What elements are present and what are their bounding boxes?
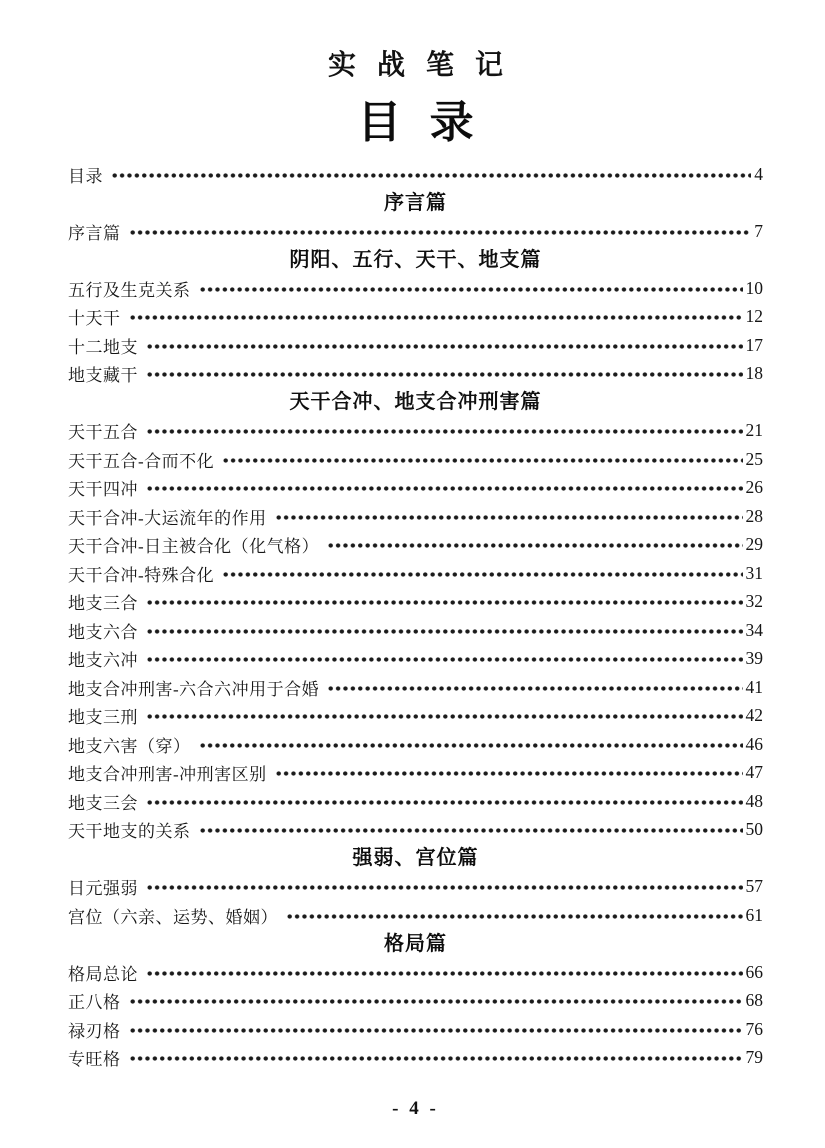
- toc-entry-label: 十天干: [68, 309, 121, 329]
- dot-leader: [327, 675, 742, 699]
- toc-entry-label: 天干地支的关系: [68, 822, 191, 842]
- dot-leader: [111, 162, 751, 186]
- toc-entry: [68, 673, 763, 702]
- toc-entry: [68, 873, 763, 902]
- toc-entry-label: 日元强弱: [68, 879, 138, 899]
- toc-entry: [68, 445, 763, 474]
- section-heading: 格局篇: [384, 932, 447, 955]
- toc-entry: [68, 759, 763, 788]
- toc-entry-label: 天干五合: [68, 423, 138, 443]
- toc-entry-page-number: 32: [745, 591, 763, 612]
- toc-entry-label: 天干合冲-大运流年的作用: [68, 508, 267, 528]
- toc-entry-page-number: 10: [745, 277, 763, 298]
- section-heading: 强弱、宫位篇: [352, 847, 479, 869]
- toc-entry-label: 十二地支: [68, 337, 138, 357]
- toc-entry-page-number: 29: [745, 534, 763, 555]
- toc-entry-page-number: 26: [745, 477, 763, 498]
- toc-entry-label: 专旺格: [68, 1050, 121, 1070]
- dot-leader: [146, 476, 743, 500]
- dot-leader: [146, 618, 743, 642]
- toc-entry-page-number: 12: [745, 306, 763, 327]
- toc-entry-page-number: 50: [745, 819, 763, 840]
- toc-entry: [68, 616, 763, 645]
- toc-entry-page-number: 79: [745, 1047, 763, 1068]
- toc-entry: [68, 987, 763, 1016]
- toc-list: [68, 160, 763, 1072]
- toc-entry-page-number: 18: [745, 363, 763, 384]
- toc-entry-page-number: 66: [745, 961, 763, 982]
- toc-entry: [68, 787, 763, 816]
- book-title: 实战笔记: [327, 50, 524, 81]
- toc-entry-label: 格局总论: [68, 964, 138, 984]
- toc-entry-page-number: 76: [745, 1018, 763, 1039]
- toc-entry: [68, 474, 763, 503]
- dot-leader: [199, 732, 743, 756]
- section-heading: 天干合冲、地支合冲刑害篇: [289, 391, 542, 413]
- toc-entry-label: 地支三刑: [68, 708, 138, 728]
- toc-entry-label: 地支三合: [68, 594, 138, 614]
- toc-entry-page-number: 42: [745, 705, 763, 726]
- dot-leader: [199, 818, 743, 842]
- toc-entry-page-number: 46: [745, 733, 763, 754]
- toc-entry-page-number: 28: [745, 505, 763, 526]
- toc-entry: [68, 559, 763, 588]
- toc-entry-page-number: 68: [745, 990, 763, 1011]
- toc-entry: [68, 816, 763, 845]
- dot-leader: [146, 875, 743, 899]
- toc-entry-page-number: 31: [745, 562, 763, 583]
- dot-leader: [146, 704, 743, 728]
- toc-entry-label: 五行及生克关系: [68, 280, 191, 300]
- toc-entry-page-number: 34: [745, 619, 763, 640]
- dot-leader: [146, 362, 743, 386]
- toc-entry: [68, 702, 763, 731]
- toc-entry: [68, 531, 763, 560]
- dot-leader: [129, 1046, 743, 1070]
- dot-leader: [275, 504, 743, 528]
- toc-entry-page-number: 21: [745, 420, 763, 441]
- toc-entry-page-number: 4: [754, 163, 763, 184]
- toc-entry-page-number: 25: [745, 448, 763, 469]
- toc-entry: [68, 588, 763, 617]
- toc-entry-label: 地支藏干: [68, 366, 138, 386]
- toc-entry-label: 天干合冲-特殊合化: [68, 565, 215, 585]
- toc-entry-label: 禄刃格: [68, 1021, 121, 1041]
- toc-entry-page-number: 39: [745, 648, 763, 669]
- toc-entry: [68, 901, 763, 930]
- dot-leader: [129, 219, 752, 243]
- toc-entry: [68, 645, 763, 674]
- dot-leader: [146, 590, 743, 614]
- dot-leader: [146, 647, 743, 671]
- dot-leader: [327, 533, 742, 557]
- toc-entry-page-number: 47: [745, 762, 763, 783]
- toc-entry-page-number: 7: [754, 220, 763, 241]
- dot-leader: [275, 761, 743, 785]
- toc-entry: [68, 360, 763, 389]
- toc-entry-label: 天干五合-合而不化: [68, 451, 215, 471]
- dot-leader: [222, 447, 742, 471]
- section-heading: 序言篇: [384, 191, 447, 214]
- dot-leader: [146, 789, 743, 813]
- toc-entry-label: 地支六合: [68, 622, 138, 642]
- dot-leader: [222, 561, 742, 585]
- toc-entry-page-number: 61: [745, 904, 763, 925]
- toc-entry-label: 地支六害（穿）: [68, 736, 191, 756]
- toc-entry: [68, 502, 763, 531]
- toc-entry-page-number: 48: [745, 790, 763, 811]
- page-footer: - 4 -: [392, 1098, 439, 1119]
- toc-entry: [68, 958, 763, 987]
- toc-entry-page-number: 17: [745, 334, 763, 355]
- toc-entry: [68, 1044, 763, 1073]
- toc-entry-label: 正八格: [68, 993, 121, 1013]
- dot-leader: [199, 276, 743, 300]
- toc-entry-label: 序言篇: [68, 223, 121, 243]
- toc-entry-page-number: 57: [745, 876, 763, 897]
- toc-entry: [68, 1015, 763, 1044]
- toc-entry-label: 地支合冲刑害-冲刑害区别: [68, 765, 267, 785]
- section-heading: 阴阳、五行、天干、地支篇: [289, 248, 542, 271]
- toc-entry-label: 天干四冲: [68, 480, 138, 500]
- dot-leader: [129, 989, 743, 1013]
- toc-entry: [68, 217, 763, 246]
- page-title: 目 录: [357, 98, 474, 147]
- dot-leader: [129, 305, 743, 329]
- toc-entry-label: 宫位（六亲、运势、婚姻）: [68, 907, 278, 927]
- toc-entry: [68, 303, 763, 332]
- toc-entry: [68, 160, 763, 189]
- toc-entry: [68, 331, 763, 360]
- toc-entry: [68, 417, 763, 446]
- dot-leader: [146, 960, 743, 984]
- toc-entry-label: 天干合冲-日主被合化（化气格）: [68, 537, 320, 557]
- toc-entry-label: 目录: [68, 166, 103, 186]
- toc-entry: [68, 730, 763, 759]
- dot-leader: [146, 419, 743, 443]
- dot-leader: [146, 333, 743, 357]
- toc-entry-label: 地支六冲: [68, 651, 138, 671]
- toc-entry-label: 地支合冲刑害-六合六冲用于合婚: [68, 679, 320, 699]
- toc-entry-page-number: 41: [745, 676, 763, 697]
- toc-entry: [68, 274, 763, 303]
- dot-leader: [286, 903, 743, 927]
- toc-entry-label: 地支三会: [68, 793, 138, 813]
- dot-leader: [129, 1017, 743, 1041]
